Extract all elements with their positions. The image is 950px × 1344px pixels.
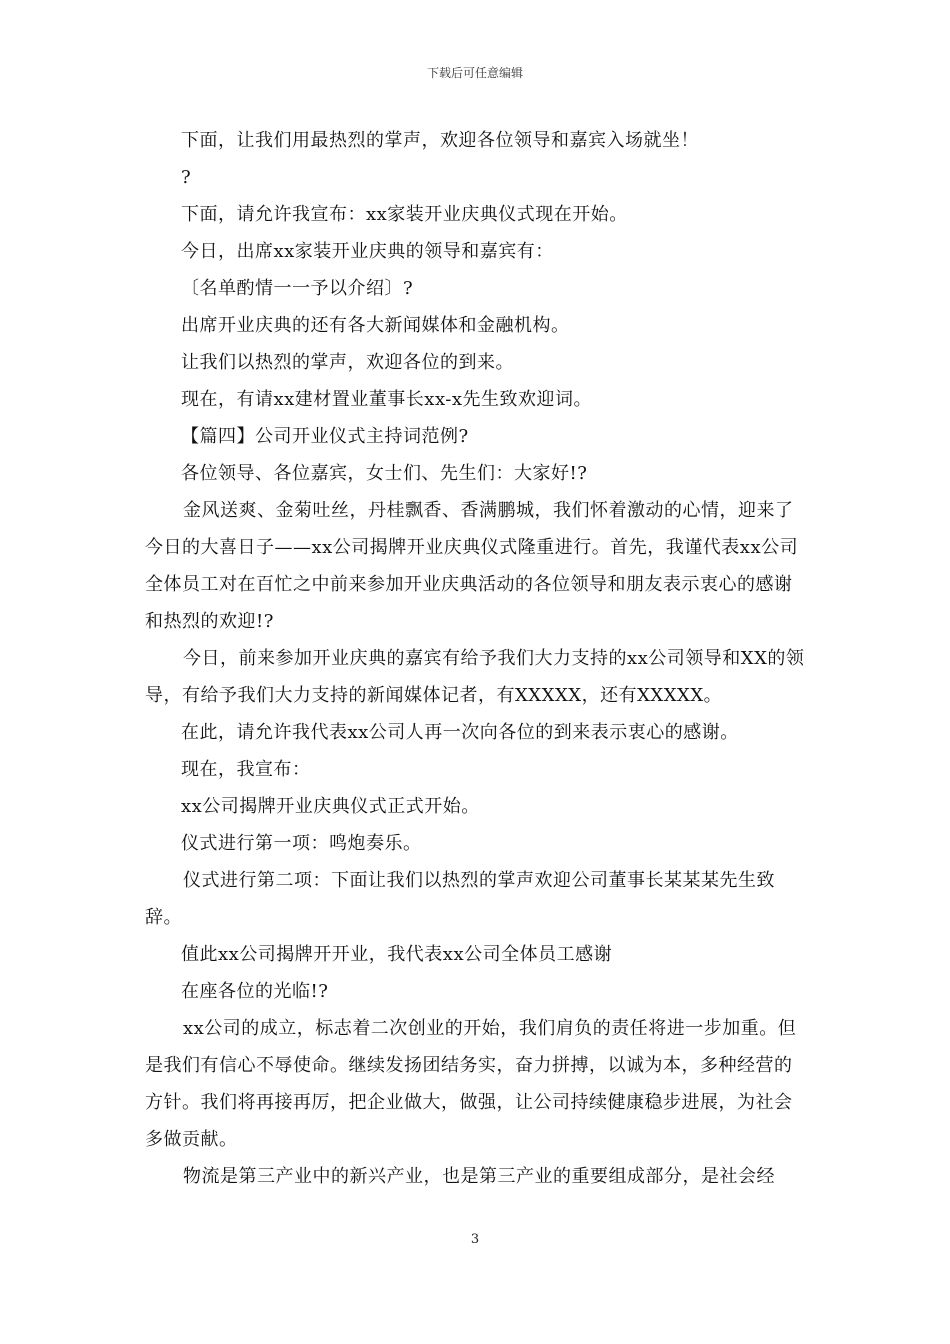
paragraph-2: ? (181, 167, 192, 188)
paragraph-7: 让我们以热烈的掌声，欢迎各位的到来。 (181, 352, 514, 373)
paragraph-item-1: 仪式进行第一项：鸣炮奏乐。 (181, 833, 422, 854)
paragraph-4: 今日，出席xx家装开业庆典的领导和嘉宾有： (181, 241, 554, 262)
paragraph-1: 下面，让我们用最热烈的掌声，欢迎各位领导和嘉宾入场就坐！ (181, 130, 699, 151)
page-number: 3 (470, 1232, 480, 1247)
paragraph-speech-2: 在座各位的光临!? (181, 981, 329, 1002)
paragraph-opening: 金风送爽、金菊吐丝，丹桂飘香、香满鹏城，我们怀着激动的心情，迎来了今日的大喜日子——xx公司揭牌开业庆典仪式隆重进行。首先，我谨代表xx公司全体员工对在百忙之中前来参加开业庆典活动的各位领导和朋友表示衷心的感谢和热烈的欢迎!? (145, 500, 799, 632)
paragraph-speech-1: 值此xx公司揭牌开开业，我代表xx公司全体员工感谢 (181, 944, 613, 965)
paragraph-announce: 现在，我宣布： (181, 759, 311, 780)
page-header: 下载后可任意编辑 (426, 66, 523, 80)
paragraph-5: 〔名单酌情一一予以介绍〕? (181, 278, 414, 299)
document-body (145, 122, 810, 1195)
paragraph-guests: 今日，前来参加开业庆典的嘉宾有给予我们大力支持的xx公司领导和XX的领导，有给予我们大力支持的新闻媒体记者，有XXXXX，还有XXXXX。 (145, 648, 805, 706)
paragraph-start: xx公司揭牌开业庆典仪式正式开始。 (181, 796, 480, 817)
paragraph-logistics: 物流是第三产业中的新兴产业，也是第三产业的重要组成部分，是社会经 (183, 1166, 775, 1187)
paragraph-greeting: 各位领导、各位嘉宾，女士们、先生们：大家好!? (181, 463, 588, 484)
paragraph-3: 下面，请允许我宣布：xx家装开业庆典仪式现在开始。 (181, 204, 628, 225)
section-heading: 【篇四】公司开业仪式主持词范例? (181, 426, 469, 447)
paragraph-speech-3: xx公司的成立，标志着二次创业的开始，我们肩负的责任将进一步加重。但是我们有信心不辱使命。继续发扬团结务实，奋力拼搏，以诚为本，多种经营的方针。我们将再接再厉，把企业做大，做强，让公司持续健康稳步进展，为社会多做贡献。 (145, 1018, 797, 1150)
paragraph-6: 出席开业庆典的还有各大新闻媒体和金融机构。 (181, 315, 570, 336)
paragraph-item-2: 仪式进行第二项：下面让我们以热烈的掌声欢迎公司董事长某某某先生致辞。 (145, 870, 775, 928)
paragraph-thanks: 在此，请允许我代表xx公司人再一次向各位的到来表示衷心的感谢。 (181, 722, 739, 743)
paragraph-8: 现在，有请xx建材置业董事长xx-x先生致欢迎词。 (181, 389, 593, 410)
